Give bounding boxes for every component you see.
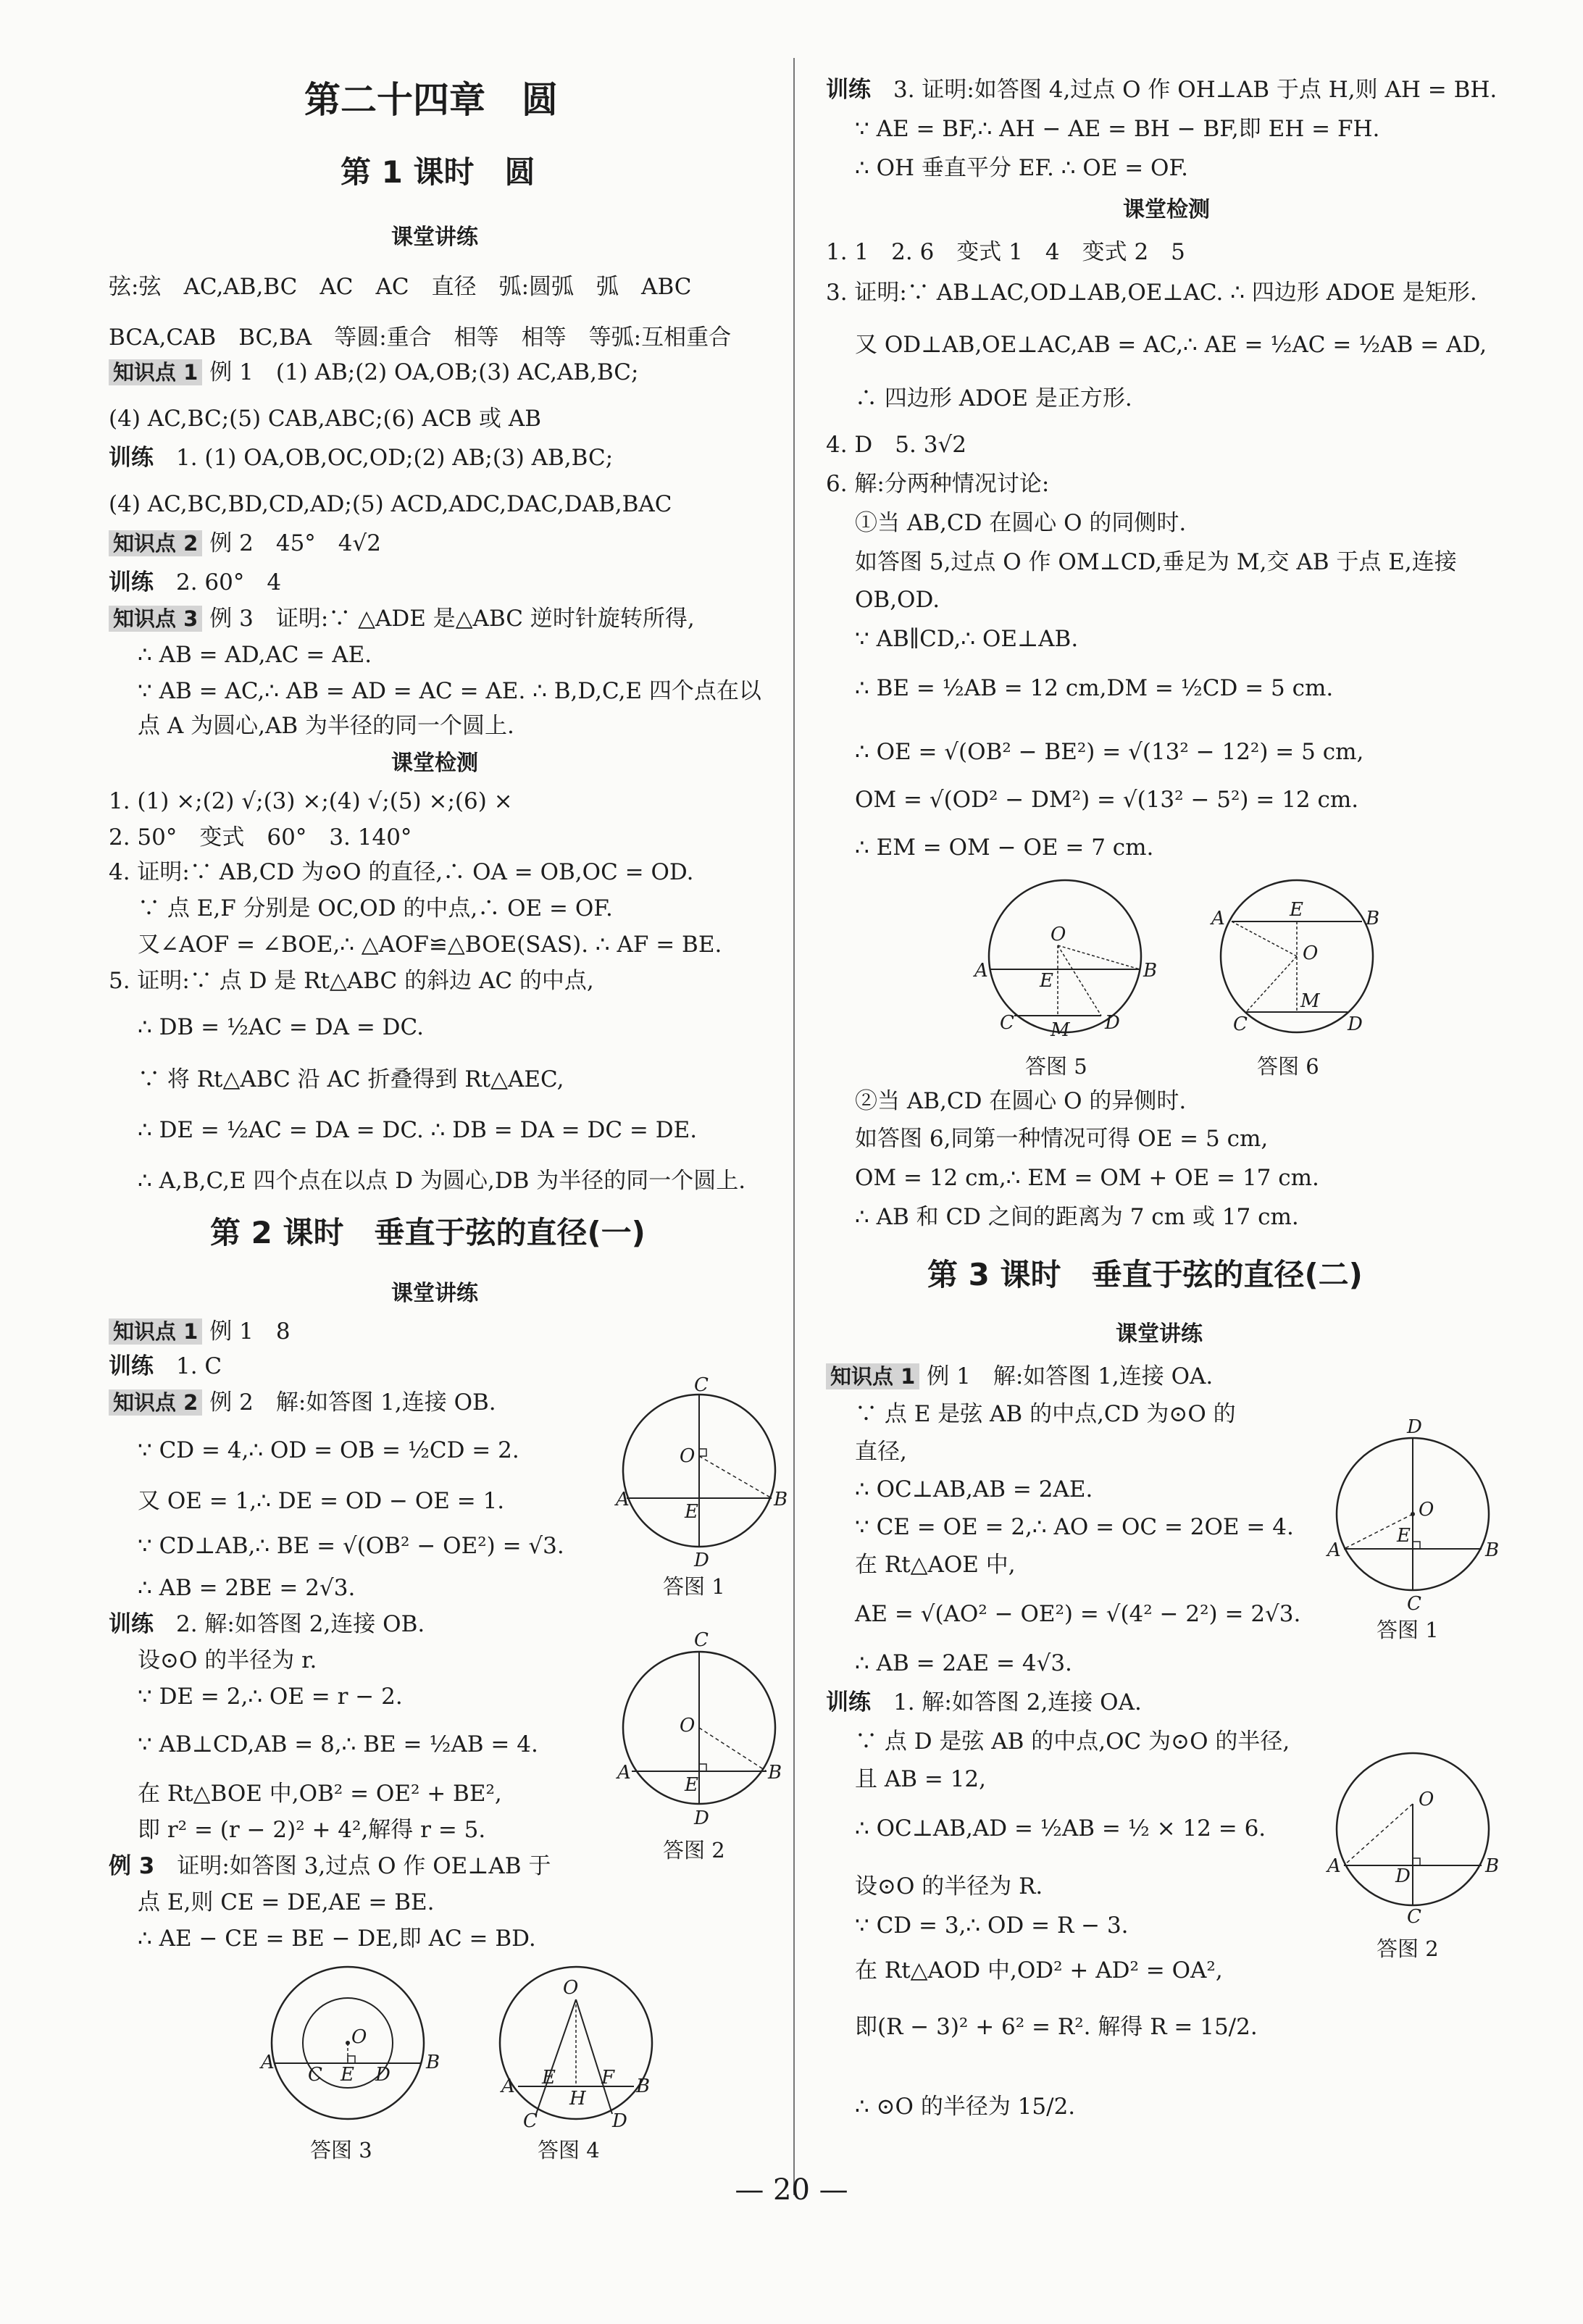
svg-text:C: C bbox=[694, 1629, 709, 1651]
svg-text:O: O bbox=[1419, 1499, 1434, 1521]
text-line: 又∠AOF = ∠BOE,∴ △AOF≌△BOE(SAS). ∴ AF = BE. bbox=[138, 932, 722, 958]
svg-text:C: C bbox=[1000, 1012, 1014, 1034]
figure-5-same-side bbox=[971, 877, 1159, 1050]
svg-text:D: D bbox=[375, 2064, 390, 2086]
chapter-title: 第二十四章 圆 bbox=[304, 79, 558, 121]
text-line: ∵ CE = OE = 2,∴ AO = OC = 2OE = 4. bbox=[855, 1514, 1294, 1540]
text-line: ∴ AE − CE = BE − DE,即 AC = BD. bbox=[138, 1926, 536, 1952]
text-line: ∴ AB = 2BE = 2√3. bbox=[138, 1575, 356, 1601]
svg-text:M: M bbox=[1051, 1019, 1070, 1041]
text-line: 又 OD⊥AB,OE⊥AC,AB = AC,∴ AE = ½AC = ½AB = AD, bbox=[855, 332, 1487, 358]
section-ketang-jianglian: 课堂讲练 bbox=[391, 1281, 478, 1306]
svg-text:C: C bbox=[1233, 1013, 1248, 1035]
text-line: 直径, bbox=[855, 1439, 907, 1465]
figure-2-circle-chord bbox=[616, 1630, 782, 1840]
svg-text:O: O bbox=[1051, 924, 1066, 945]
text-line: ∴ OC⊥AB,AD = ½AB = ½ × 12 = 6. bbox=[855, 1815, 1266, 1842]
section-ketang-jianglian: 课堂讲练 bbox=[391, 225, 478, 250]
text-line: 训练 1. 解:如答图 2,连接 OA. bbox=[826, 1689, 1142, 1715]
svg-text:D: D bbox=[1348, 1013, 1363, 1035]
section-ketang-jiance: 课堂检测 bbox=[391, 751, 478, 776]
text-line: 知识点 1 例 1 解:如答图 1,连接 OA. bbox=[826, 1362, 1213, 1391]
svg-text:B: B bbox=[768, 1762, 782, 1784]
text-line: 3. 证明:∵ AB⊥AC,OD⊥AB,OE⊥AC. ∴ 四边形 ADOE 是矩形. bbox=[826, 280, 1477, 306]
svg-text:E: E bbox=[341, 2064, 354, 2086]
text-line: 在 Rt△AOE 中, bbox=[855, 1552, 1016, 1578]
lesson3-figure-1 bbox=[1326, 1413, 1500, 1615]
svg-text:D: D bbox=[1395, 1865, 1411, 1887]
svg-text:F: F bbox=[601, 2067, 615, 2089]
svg-text:D: D bbox=[1407, 1416, 1422, 1438]
svg-text:C: C bbox=[523, 2110, 538, 2132]
text-line: ∴ EM = OM − OE = 7 cm. bbox=[855, 835, 1154, 861]
svg-text:O: O bbox=[680, 1715, 696, 1736]
text-line: 即 r² = (r − 2)² + 4²,解得 r = 5. bbox=[138, 1817, 486, 1843]
text-line: ∵ CD = 4,∴ OD = OB = ½CD = 2. bbox=[138, 1437, 519, 1463]
text-line: 4. 证明:∵ AB,CD 为⊙O 的直径,∴ OA = OB,OC = OD. bbox=[109, 859, 694, 885]
text-line: (4) AC,BC,BD,CD,AD;(5) ACD,ADC,DAC,DAB,BAC bbox=[109, 491, 672, 517]
text-line: ∵ AB∥CD,∴ OE⊥AB. bbox=[855, 626, 1079, 652]
text-line: OB,OD. bbox=[855, 587, 940, 613]
text-line: ∴ AB = AD,AC = AE. bbox=[138, 642, 372, 668]
svg-text:A: A bbox=[261, 2052, 275, 2073]
figure-6-opposite-side bbox=[1203, 869, 1391, 1050]
figure-caption: 答图 1 bbox=[1377, 1618, 1439, 1642]
svg-text:C: C bbox=[1407, 1906, 1421, 1928]
svg-text:D: D bbox=[694, 1807, 709, 1829]
text-line: ∵ 点 E 是弦 AB 的中点,CD 为⊙O 的 bbox=[855, 1401, 1236, 1427]
text-line: 训练 2. 解:如答图 2,连接 OB. bbox=[109, 1611, 425, 1637]
svg-text:A: A bbox=[617, 1762, 631, 1784]
text-line: ∴ DE = ½AC = DA = DC. ∴ DB = DA = DC = DE. bbox=[138, 1117, 698, 1143]
text-line: 例 3 证明:如答图 3,过点 O 作 OE⊥AB 于 bbox=[109, 1853, 551, 1879]
text-line: ∵ DE = 2,∴ OE = r − 2. bbox=[138, 1684, 403, 1710]
lesson3-figure-2 bbox=[1326, 1746, 1500, 1934]
text-line: ∵ 点 E,F 分别是 OC,OD 的中点,∴ OE = OF. bbox=[138, 895, 613, 921]
text-line: ∵ AB = AC,∴ AB = AD = AC = AE. ∴ B,D,C,E 四个点在以 bbox=[138, 678, 761, 704]
text-line: AE = √(AO² − OE²) = √(4² − 2²) = 2√3. bbox=[855, 1601, 1301, 1627]
text-line: ∵ 点 D 是弦 AB 的中点,OC 为⊙O 的半径, bbox=[855, 1729, 1290, 1755]
figure-1-circle-chord bbox=[616, 1374, 788, 1579]
svg-text:C: C bbox=[1407, 1593, 1421, 1615]
svg-text:A: A bbox=[1327, 1539, 1341, 1561]
text-line: 点 A 为圆心,AB 为半径的同一个圆上. bbox=[138, 713, 514, 739]
text-line: 4. D 5. 3√2 bbox=[826, 432, 966, 458]
svg-text:D: D bbox=[612, 2110, 627, 2132]
text-line: ①当 AB,CD 在圆心 O 的同侧时. bbox=[855, 510, 1187, 536]
text-line: 训练 1. (1) OA,OB,OC,OD;(2) AB;(3) AB,BC; bbox=[109, 445, 614, 471]
text-line: ∵ CD = 3,∴ OD = R − 3. bbox=[855, 1913, 1129, 1939]
svg-text:E: E bbox=[542, 2067, 556, 2089]
text-line: ∴ 四边形 ADOE 是正方形. bbox=[855, 385, 1132, 411]
svg-text:B: B bbox=[1366, 908, 1380, 929]
lesson3-title: 第 3 课时 垂直于弦的直径(二) bbox=[927, 1257, 1363, 1292]
text-line: ∴ ⊙O 的半径为 15/2. bbox=[855, 2094, 1076, 2120]
training-label: 训练 bbox=[109, 445, 154, 471]
svg-text:A: A bbox=[1211, 908, 1225, 929]
text-line: 知识点 3 例 3 证明:∵ △ADE 是△ABC 逆时针旋转所得, bbox=[109, 604, 695, 633]
figure-caption: 答图 6 bbox=[1257, 1054, 1319, 1079]
text-line: ∴ OH 垂直平分 EF. ∴ OE = OF. bbox=[855, 155, 1189, 181]
svg-text:B: B bbox=[1143, 960, 1158, 982]
text-line: 在 Rt△BOE 中,OB² = OE² + BE², bbox=[138, 1781, 502, 1807]
text-line: 在 Rt△AOD 中,OD² + AD² = OA², bbox=[855, 1957, 1223, 1984]
figure-4-circle-triangle bbox=[493, 1956, 659, 2130]
lesson2-title: 第 2 课时 垂直于弦的直径(一) bbox=[210, 1215, 646, 1250]
figure-caption: 答图 2 bbox=[663, 1838, 725, 1863]
text-line: 训练 3. 证明:如答图 4,过点 O 作 OH⊥AB 于点 H,则 AH = BH. bbox=[826, 77, 1498, 103]
svg-text:O: O bbox=[351, 2026, 367, 2048]
text-line: 点 E,则 CE = DE,AE = BE. bbox=[138, 1889, 435, 1915]
svg-text:A: A bbox=[974, 960, 988, 982]
text-line: 2. 50° 变式 60° 3. 140° bbox=[109, 824, 412, 850]
text-line: ∴ OC⊥AB,AB = 2AE. bbox=[855, 1476, 1093, 1502]
svg-text:A: A bbox=[616, 1489, 630, 1510]
svg-text:E: E bbox=[1040, 970, 1053, 992]
lesson1-title: 第 1 课时 圆 bbox=[341, 154, 535, 190]
knowledge-tag: 知识点 1 bbox=[109, 359, 202, 385]
svg-text:M: M bbox=[1300, 990, 1320, 1012]
figure-3-concentric-circles bbox=[254, 1963, 442, 2130]
svg-text:E: E bbox=[685, 1774, 698, 1796]
svg-text:B: B bbox=[774, 1489, 788, 1510]
section-ketang-jiance: 课堂检测 bbox=[1123, 197, 1210, 222]
text-line: ∵ AE = BF,∴ AH − AE = BH − BF,即 EH = FH. bbox=[855, 116, 1380, 142]
svg-text:O: O bbox=[563, 1977, 579, 1999]
text-line: ∴ OE = √(OB² − BE²) = √(13² − 12²) = 5 cm, bbox=[855, 739, 1364, 765]
section-ketang-jianglian: 课堂讲练 bbox=[1116, 1321, 1203, 1347]
text-line: ∵ 将 Rt△ABC 沿 AC 折叠得到 Rt△AEC, bbox=[138, 1066, 564, 1092]
svg-text:O: O bbox=[1303, 942, 1319, 964]
text-line: OM = √(OD² − DM²) = √(13² − 5²) = 12 cm. bbox=[855, 787, 1359, 813]
svg-text:B: B bbox=[426, 2052, 440, 2073]
text-line: 如答图 5,过点 O 作 OM⊥CD,垂足为 M,交 AB 于点 E,连接 bbox=[855, 549, 1457, 575]
text-line: 6. 解:分两种情况讨论: bbox=[826, 471, 1050, 497]
text-line: 知识点 2 例 2 解:如答图 1,连接 OB. bbox=[109, 1388, 496, 1417]
text-line: (4) AC,BC;(5) CAB,ABC;(6) ACB 或 AB bbox=[109, 406, 542, 432]
figure-caption: 答图 1 bbox=[663, 1574, 725, 1599]
text-line: 如答图 6,同第一种情况可得 OE = 5 cm, bbox=[855, 1126, 1269, 1152]
text-line: 即(R − 3)² + 6² = R². 解得 R = 15/2. bbox=[855, 2014, 1258, 2040]
svg-text:O: O bbox=[1419, 1789, 1434, 1810]
figure-caption: 答图 2 bbox=[1377, 1936, 1439, 1961]
text-line: 且 AB = 12, bbox=[855, 1766, 987, 1792]
text-line: 训练 1. C bbox=[109, 1353, 222, 1379]
svg-text:B: B bbox=[1485, 1539, 1500, 1561]
text-line: OM = 12 cm,∴ EM = OM + OE = 17 cm. bbox=[855, 1165, 1319, 1191]
knowledge-tag: 知识点 3 bbox=[109, 606, 202, 632]
svg-text:H: H bbox=[569, 2088, 586, 2110]
text-line: ∴ AB = 2AE = 4√3. bbox=[855, 1650, 1072, 1676]
figure-caption: 答图 5 bbox=[1025, 1054, 1087, 1079]
text-line: 弦:弦 AC,AB,BC AC AC 直径 弧:圆弧 弧 ABC bbox=[109, 274, 692, 300]
svg-text:D: D bbox=[1105, 1012, 1120, 1034]
knowledge-tag: 知识点 2 bbox=[109, 530, 202, 556]
text-line: ∵ CD⊥AB,∴ BE = √(OB² − OE²) = √3. bbox=[138, 1533, 564, 1559]
text-line: 5. 证明:∵ 点 D 是 Rt△ABC 的斜边 AC 的中点, bbox=[109, 968, 594, 994]
text-line: 设⊙O 的半径为 r. bbox=[138, 1647, 317, 1673]
text-line: BCA,CAB BC,BA 等圆:重合 相等 相等 等弧:互相重合 bbox=[109, 325, 732, 351]
text-line: 知识点 1 例 1 (1) AB;(2) OA,OB;(3) AC,AB,BC; bbox=[109, 358, 638, 387]
text-line: 知识点 1 例 1 8 bbox=[109, 1317, 291, 1346]
text-line: ②当 AB,CD 在圆心 O 的异侧时. bbox=[855, 1088, 1187, 1114]
text-line: 知识点 2 例 2 45° 4√2 bbox=[109, 529, 381, 558]
text-line: ∴ A,B,C,E 四个点在以点 D 为圆心,DB 为半径的同一个圆上. bbox=[138, 1168, 746, 1194]
text-line: 1. 1 2. 6 变式 1 4 变式 2 5 bbox=[826, 239, 1185, 265]
figure-caption: 答图 3 bbox=[310, 2138, 372, 2162]
svg-text:O: O bbox=[680, 1445, 696, 1467]
svg-text:D: D bbox=[694, 1550, 709, 1571]
svg-text:C: C bbox=[308, 2064, 322, 2086]
svg-text:E: E bbox=[685, 1501, 698, 1523]
page-number: — 20 — bbox=[735, 2173, 848, 2207]
figure-caption: 答图 4 bbox=[538, 2138, 600, 2162]
svg-text:B: B bbox=[636, 2076, 651, 2097]
svg-text:E: E bbox=[1397, 1525, 1411, 1547]
svg-text:B: B bbox=[1485, 1855, 1500, 1877]
text-line: 又 OE = 1,∴ DE = OD − OE = 1. bbox=[138, 1488, 505, 1514]
svg-text:E: E bbox=[1290, 899, 1303, 921]
text-line: 设⊙O 的半径为 R. bbox=[855, 1873, 1043, 1899]
svg-text:A: A bbox=[501, 2076, 515, 2097]
text-line: ∵ AB⊥CD,AB = 8,∴ BE = ½AB = 4. bbox=[138, 1731, 538, 1757]
text-line: 1. (1) ×;(2) √;(3) ×;(4) √;(5) ×;(6) × bbox=[109, 788, 513, 814]
text-line: 训练 2. 60° 4 bbox=[109, 569, 282, 595]
column-divider bbox=[793, 58, 795, 2195]
text-line: ∴ BE = ½AB = 12 cm,DM = ½CD = 5 cm. bbox=[855, 675, 1334, 701]
text-line: ∴ DB = ½AC = DA = DC. bbox=[138, 1014, 424, 1040]
text-line: ∴ AB 和 CD 之间的距离为 7 cm 或 17 cm. bbox=[855, 1204, 1299, 1230]
svg-text:A: A bbox=[1327, 1855, 1341, 1877]
svg-text:C: C bbox=[694, 1374, 709, 1396]
